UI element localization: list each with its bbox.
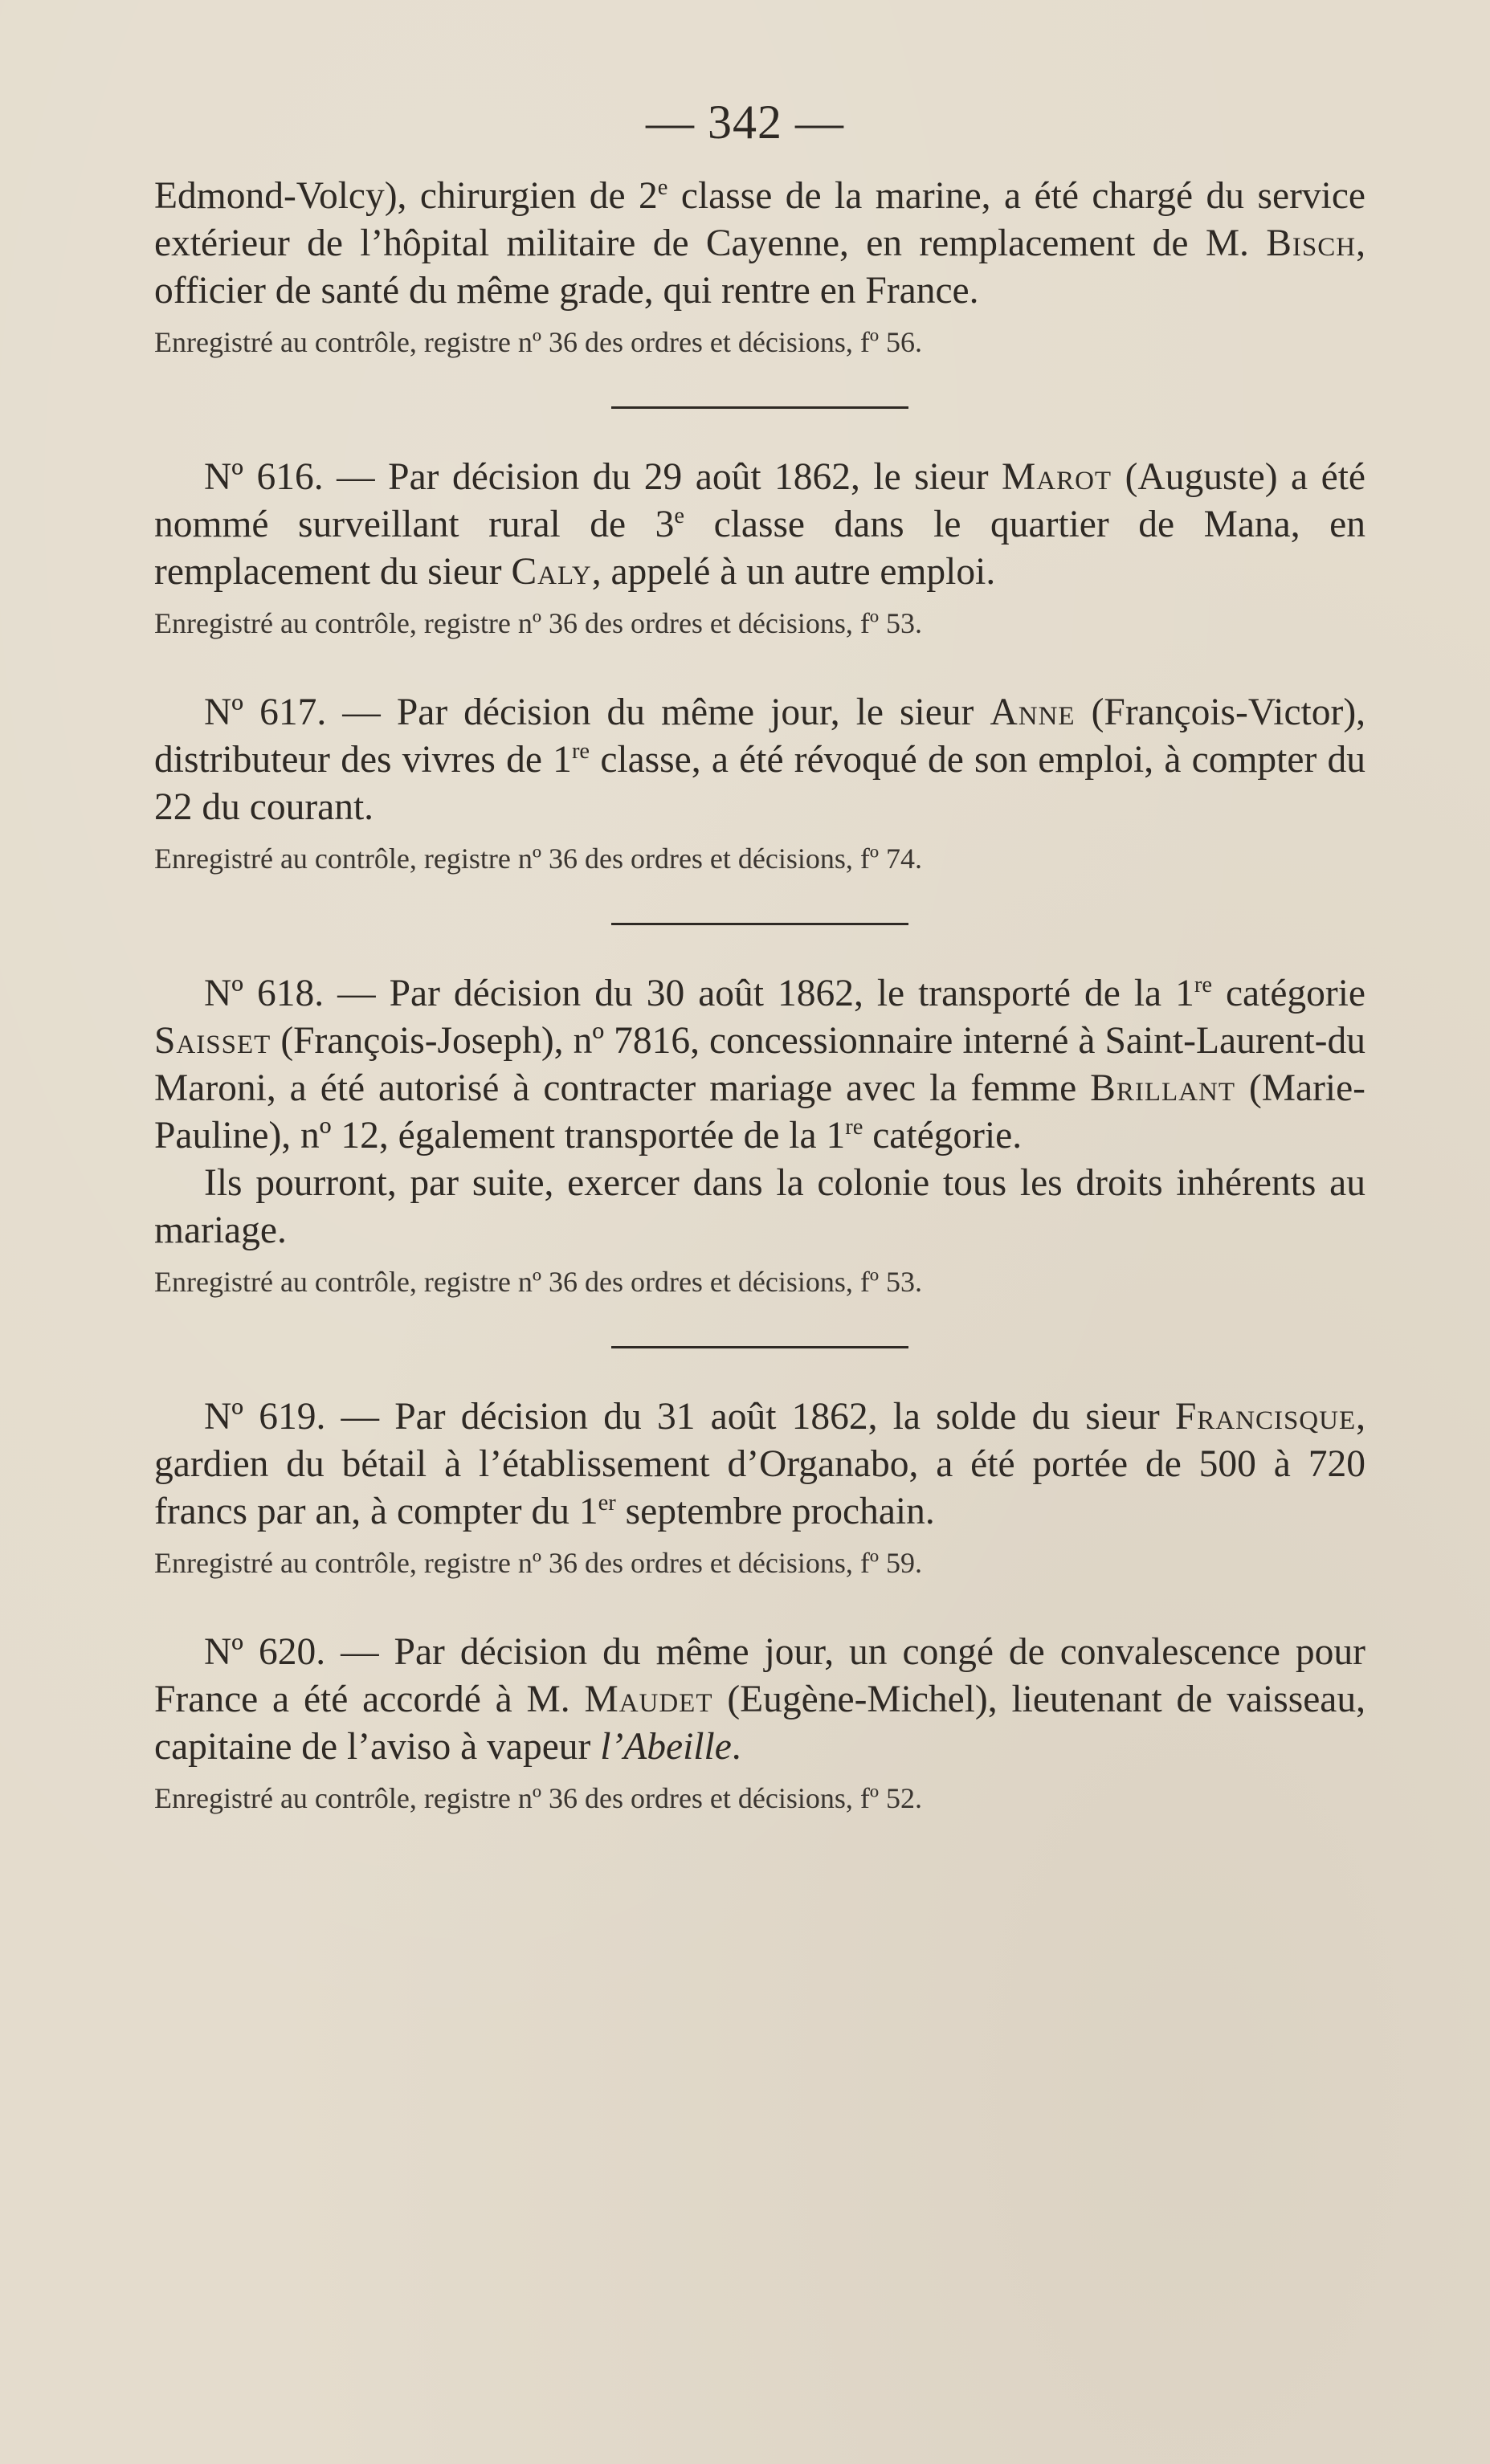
person-name: Caly [511,551,592,593]
decision-paragraph: Nº 619. — Par décision du 31 août 1862, la solde du sieur Francisque, gardien du bétail à l’établissement d’Organabo, a été portée de 500 à 720 francs par an, à compter du 1er septembre prochain. [154,1396,1365,1532]
entry-number: Nº 619. [204,1396,326,1438]
entry-number: Nº 618. [204,973,325,1014]
continuation-paragraph: Edmond-Volcy), chirurgien de 2e classe de la marine, a été chargé du service extérieur de l’hôpital militaire de Cayenne, en remplacement de M. Bisch, officier de santé du même grade, qui rentre en France. [154,175,1365,312]
registration-line: Enregistré au contrôle, registre nº 36 des ordres et décisions, fº 56. [154,326,923,358]
person-name: Anne [990,691,1076,733]
registration-line: Enregistré au contrôle, registre nº 36 des ordres et décisions, fº 59. [154,1547,923,1579]
separator-rule [611,923,908,925]
person-name: Francisque [1174,1396,1357,1438]
decision-entry-617 [154,689,1365,878]
separator-rule [611,406,908,409]
person-name: Saisset [154,1020,271,1062]
person-name: Maudet [584,1679,713,1720]
registration-line: Enregistré au contrôle, registre nº 36 des ordres et décisions, fº 52. [154,1782,923,1814]
registration-line: Enregistré au contrôle, registre nº 36 des ordres et décisions, fº 53. [154,1266,923,1298]
entry-number: Nº 620. [204,1631,326,1673]
decision-entry-618 [154,970,1365,1301]
text-column [154,173,1365,1817]
person-name: Marot [1002,456,1112,498]
decision-paragraph: Nº 617. — Par décision du même jour, le sieur Anne (François-Victor), distributeur des vivres de 1re classe, a été révoqué de son emploi, à compter du 22 du courant. [154,691,1366,828]
registration-line: Enregistré au contrôle, registre nº 36 des ordres et décisions, fº 53. [154,607,923,639]
decision-paragraph: Nº 618. — Par décision du 30 août 1862, le transporté de la 1re catégorie Saisset (François-Joseph), nº 7816, concessionnaire interné à Saint-Laurent-du Maroni, a été autorisé à contracter mariage avec la femme Brillant (Marie-Pauline), nº 12, également transportée de la 1re catégorie. [154,973,1366,1157]
registration-line: Enregistré au contrôle, registre nº 36 des ordres et décisions, fº 74. [154,842,923,875]
decision-paragraph: Nº 620. — Par décision du même jour, un congé de convalescence pour France a été accordé à M. Maudet (Eugène-Michel), lieutenant de vaisseau, capitaine de l’aviso à vapeur l’Abeille. [154,1631,1365,1768]
decision-paragraph-continued: Ils pourront, par suite, exercer dans la colonie tous les droits inhérents au mariage. [154,1162,1365,1251]
continuation-block [154,173,1365,361]
entry-number: Nº 616. [204,456,324,498]
decision-paragraph: Nº 616. — Par décision du 29 août 1862, le sieur Marot (Auguste) a été nommé surveillant rural de 3e classe dans le quartier de Mana, en remplacement du sieur Caly, appelé à un autre emploi. [154,456,1366,593]
person-name: Bisch [1266,222,1357,264]
page-number: — 342 — [646,96,844,149]
decision-entry-619 [154,1393,1365,1582]
decision-entry-620 [154,1629,1365,1817]
separator-rule [611,1346,908,1348]
entry-number: Nº 617. [204,691,327,733]
decision-entry-616 [154,454,1365,643]
ship-name: l’Abeille [600,1726,732,1768]
person-name: Brillant [1090,1067,1235,1109]
